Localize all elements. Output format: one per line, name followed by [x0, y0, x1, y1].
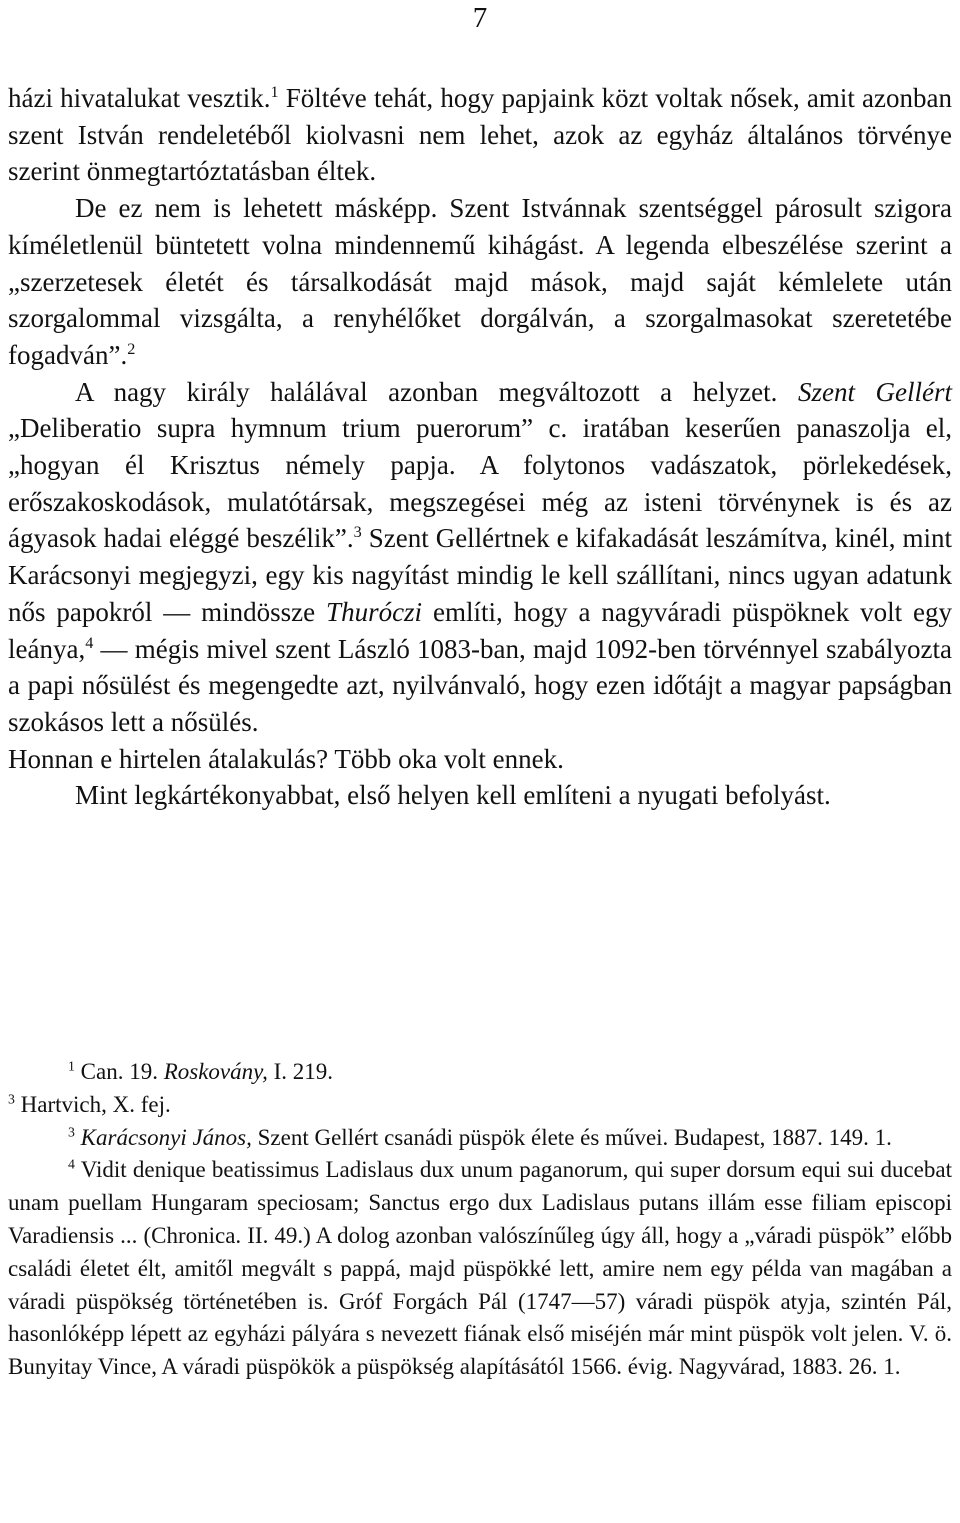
paragraph-1 [8, 80, 952, 190]
text-span: házi hivatalukat vesztik. [8, 83, 271, 113]
footnote-ref: 2 [127, 339, 136, 358]
italic-name: Roskovány, [163, 1059, 268, 1084]
footnotes [8, 1056, 952, 1384]
paragraph-2 [8, 190, 952, 374]
paragraph-5: Mint legkártékonyabbat, első helyen kell említeni a nyugati befolyást. [75, 780, 831, 811]
text-span: Szent Gellért csanádi püspök élete és művei. Budapest, 1887. 149. 1. [251, 1124, 892, 1150]
text-span: A nagy király halálával azonban megváltozott a helyzet. [75, 376, 798, 407]
text-span: Szent Gellértnek e kifakadását leszámítva, kinél, mint Karácsonyi megjegyzi, egy kis nagyítást mindig le kell szállítani, nincs ugyan adatunk nős papokról — mindössze [8, 523, 953, 627]
paragraph-4: Honnan e hirtelen átalakulás? Több oka volt ennek. [8, 743, 564, 774]
italic-name: Thuróczi [326, 596, 423, 627]
italic-name: Szent Gellért [797, 376, 952, 407]
footnote-number: 3 [68, 1123, 75, 1139]
footnote-2 [8, 1089, 952, 1122]
footnote-ref: 1 [270, 83, 279, 101]
footnote-3 [8, 1122, 952, 1155]
italic-name: Karácsonyi János, [80, 1124, 252, 1150]
footnote-number: 4 [68, 1156, 75, 1172]
text-span: „Deliberatio supra hymnum trium puerorum” c. iratában keserűen panaszolja el, „hogyan él Krisztus némely papja. A folytonos vadászatok, pörlekedések, erőszakoskodások, mulatótársak, megszegései még az isteni törvénynek is és az ágyasok hadai eléggé beszélik”. [8, 413, 952, 554]
text-span: Hartvich, X. fej. [14, 1091, 171, 1117]
footnote-ref: 3 [353, 523, 362, 542]
footnote-ref: 4 [85, 633, 94, 652]
footnote-number: 3 [8, 1091, 15, 1107]
footnote-4 [8, 1154, 952, 1384]
paragraph-3 [8, 374, 952, 741]
footnote-1 [8, 1056, 952, 1089]
text-span: De ez nem is lehetett másképp. Szent Istvánnak szentséggel párosult szigora kíméletlenül büntetett volna mindennemű kihágást. A legenda elbeszélése szerint a „szerzetesek életét és társalkodását majd mások, majd saját kémlelete után szorgalommal vizsgálta, a renyhélőket dorgálván, a szorgalmasokat szeretetébe fogadván”. [8, 193, 952, 370]
text-span: — mégis mivel szent László 1083-ban, majd 1092-ben törvénnyel szabályozta a papi nősülést és megengedte azt, nyilvánvaló, hogy ezen időtájt a magyar papságban szokásos lett a nősülés. [8, 633, 952, 737]
footnote-number: 1 [68, 1058, 75, 1074]
text-span: Can. 19. [74, 1059, 164, 1084]
text-span: Vidit denique beatissimus Ladislaus dux unum paganorum, qui super dorsum equi sui ducebat unam puellam Hungaram speciosam; Sanctus ergo dux Ladislaus putans illám esse filiam episcopi Varadiensis ... (Chronica. II. 49.) A dolog azonban valószínűleg úgy áll, hogy a „váradi püspök” előbb családi életet élt, amitől megvált s pappá, majd püspökké lett, amire nem egy példa van magában a váradi püspökség történetében is. Gróf Forgách Pál (1747—57) váradi püspök atyja, szintén Pál, hasonlóképp lépett az egyházi pályára s nevezett fiának első miséjén már mint püspök volt jelen. V. ö. Bunyitay Vince, A váradi püspökök a püspökség alapításától 1566. évig. Nagyvárad, 1883. 26. 1. [8, 1157, 952, 1380]
body-text [8, 80, 952, 814]
text-span: I. 219. [267, 1059, 333, 1084]
page-number: 7 [472, 2, 488, 34]
text-span: Föltéve tehát, hogy papjaink közt voltak nősek, amit azonban szent István rendeletéből kiolvasni nem lehet, azok az egyház általános törvénye szerint önmegtartóztatásban éltek. [8, 83, 953, 187]
text-span: említi, hogy a nagyváradi püspöknek volt egy leánya, [8, 596, 952, 664]
